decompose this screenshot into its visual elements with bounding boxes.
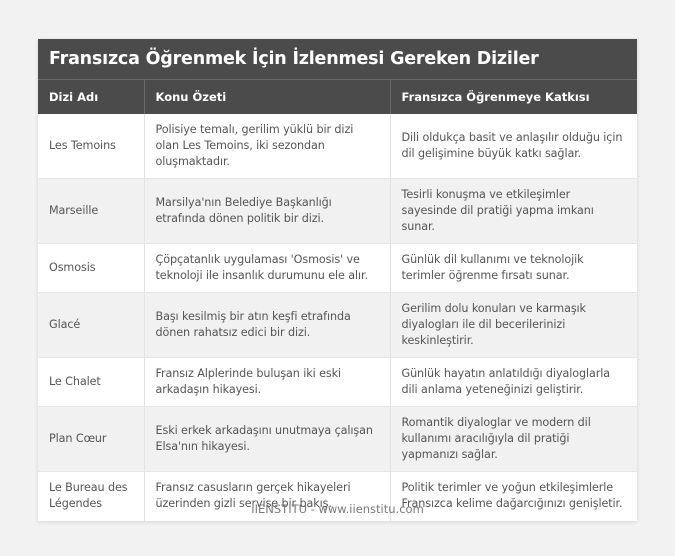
contribution-cell: Romantik diyaloglar ve modern dil kullanımı aracılığıyla dil pratiği yapmanızı sağlar. [390,407,637,472]
table-row [38,244,637,293]
series-name-cell: Le Bureau des Légendes [38,472,144,521]
contribution-cell: Günlük hayatın anlatıldığı diyaloglarla dili anlama yeteneğinizi geliştirir. [390,358,637,407]
summary-cell: Marsilya'nın Belediye Başkanlığı etrafında dönen politik bir dizi. [144,179,390,244]
summary-cell: Çöpçatanlık uygulaması 'Osmosis' ve teknoloji ile insanlık durumunu ele alır. [144,244,390,293]
column-header-contribution: Fransızca Öğrenmeye Katkısı [390,80,637,114]
table-row [38,114,637,179]
series-name-cell: Marseille [38,179,144,244]
series-name-cell: Les Temoins [38,114,144,179]
series-table [38,80,637,521]
summary-cell: Fransız Alplerinde buluşan iki eski arkadaşın hikayesi. [144,358,390,407]
contribution-cell: Tesirli konuşma ve etkileşimler sayesinde dil pratiği yapma imkanı sunar. [390,179,637,244]
contribution-cell: Günlük dil kullanımı ve teknolojik terimler öğrenme fırsatı sunar. [390,244,637,293]
series-name-cell: Plan Cœur [38,407,144,472]
summary-cell: Polisiye temalı, gerilim yüklü bir dizi olan Les Temoins, iki sezondan oluşmaktadır. [144,114,390,179]
contribution-cell: Dili oldukça basit ve anlaşılır olduğu için dil gelişimine büyük katkı sağlar. [390,114,637,179]
contribution-cell: Politik terimler ve yoğun etkileşimlerle Fransızca kelime dağarcığınızı genişletir. [401,481,623,511]
table-row [38,407,637,472]
table-row [38,179,637,244]
series-name-cell: Le Chalet [38,358,144,407]
table-row [38,358,637,407]
summary-cell: Fransız casusların gerçek hikayeleri üzerinden gizli servise bir bakış. [144,472,390,521]
series-table-card [38,39,637,521]
series-name-cell: Glacé [38,293,144,358]
table-title: Fransızca Öğrenmek İçin İzlenmesi Gereken Diziler [38,39,637,80]
series-name-cell: Osmosis [38,244,144,293]
contribution-cell: Gerilim dolu konuları ve karmaşık diyalogları ile dil becerilerinizi keskinleştirir. [390,293,637,358]
column-header-series-name: Dizi Adı [38,80,144,114]
footer-credit: IIENSTITU - www.iienstitu.com [251,502,424,516]
table-header-row [38,80,637,114]
table-row [38,293,637,358]
summary-cell: Başı kesilmiş bir atın keşfi etrafında dönen rahatsız edici bir dizi. [144,293,390,358]
column-header-plot-summary: Konu Özeti [144,80,390,114]
summary-cell: Eski erkek arkadaşını unutmaya çalışan Elsa'nın hikayesi. [144,407,390,472]
